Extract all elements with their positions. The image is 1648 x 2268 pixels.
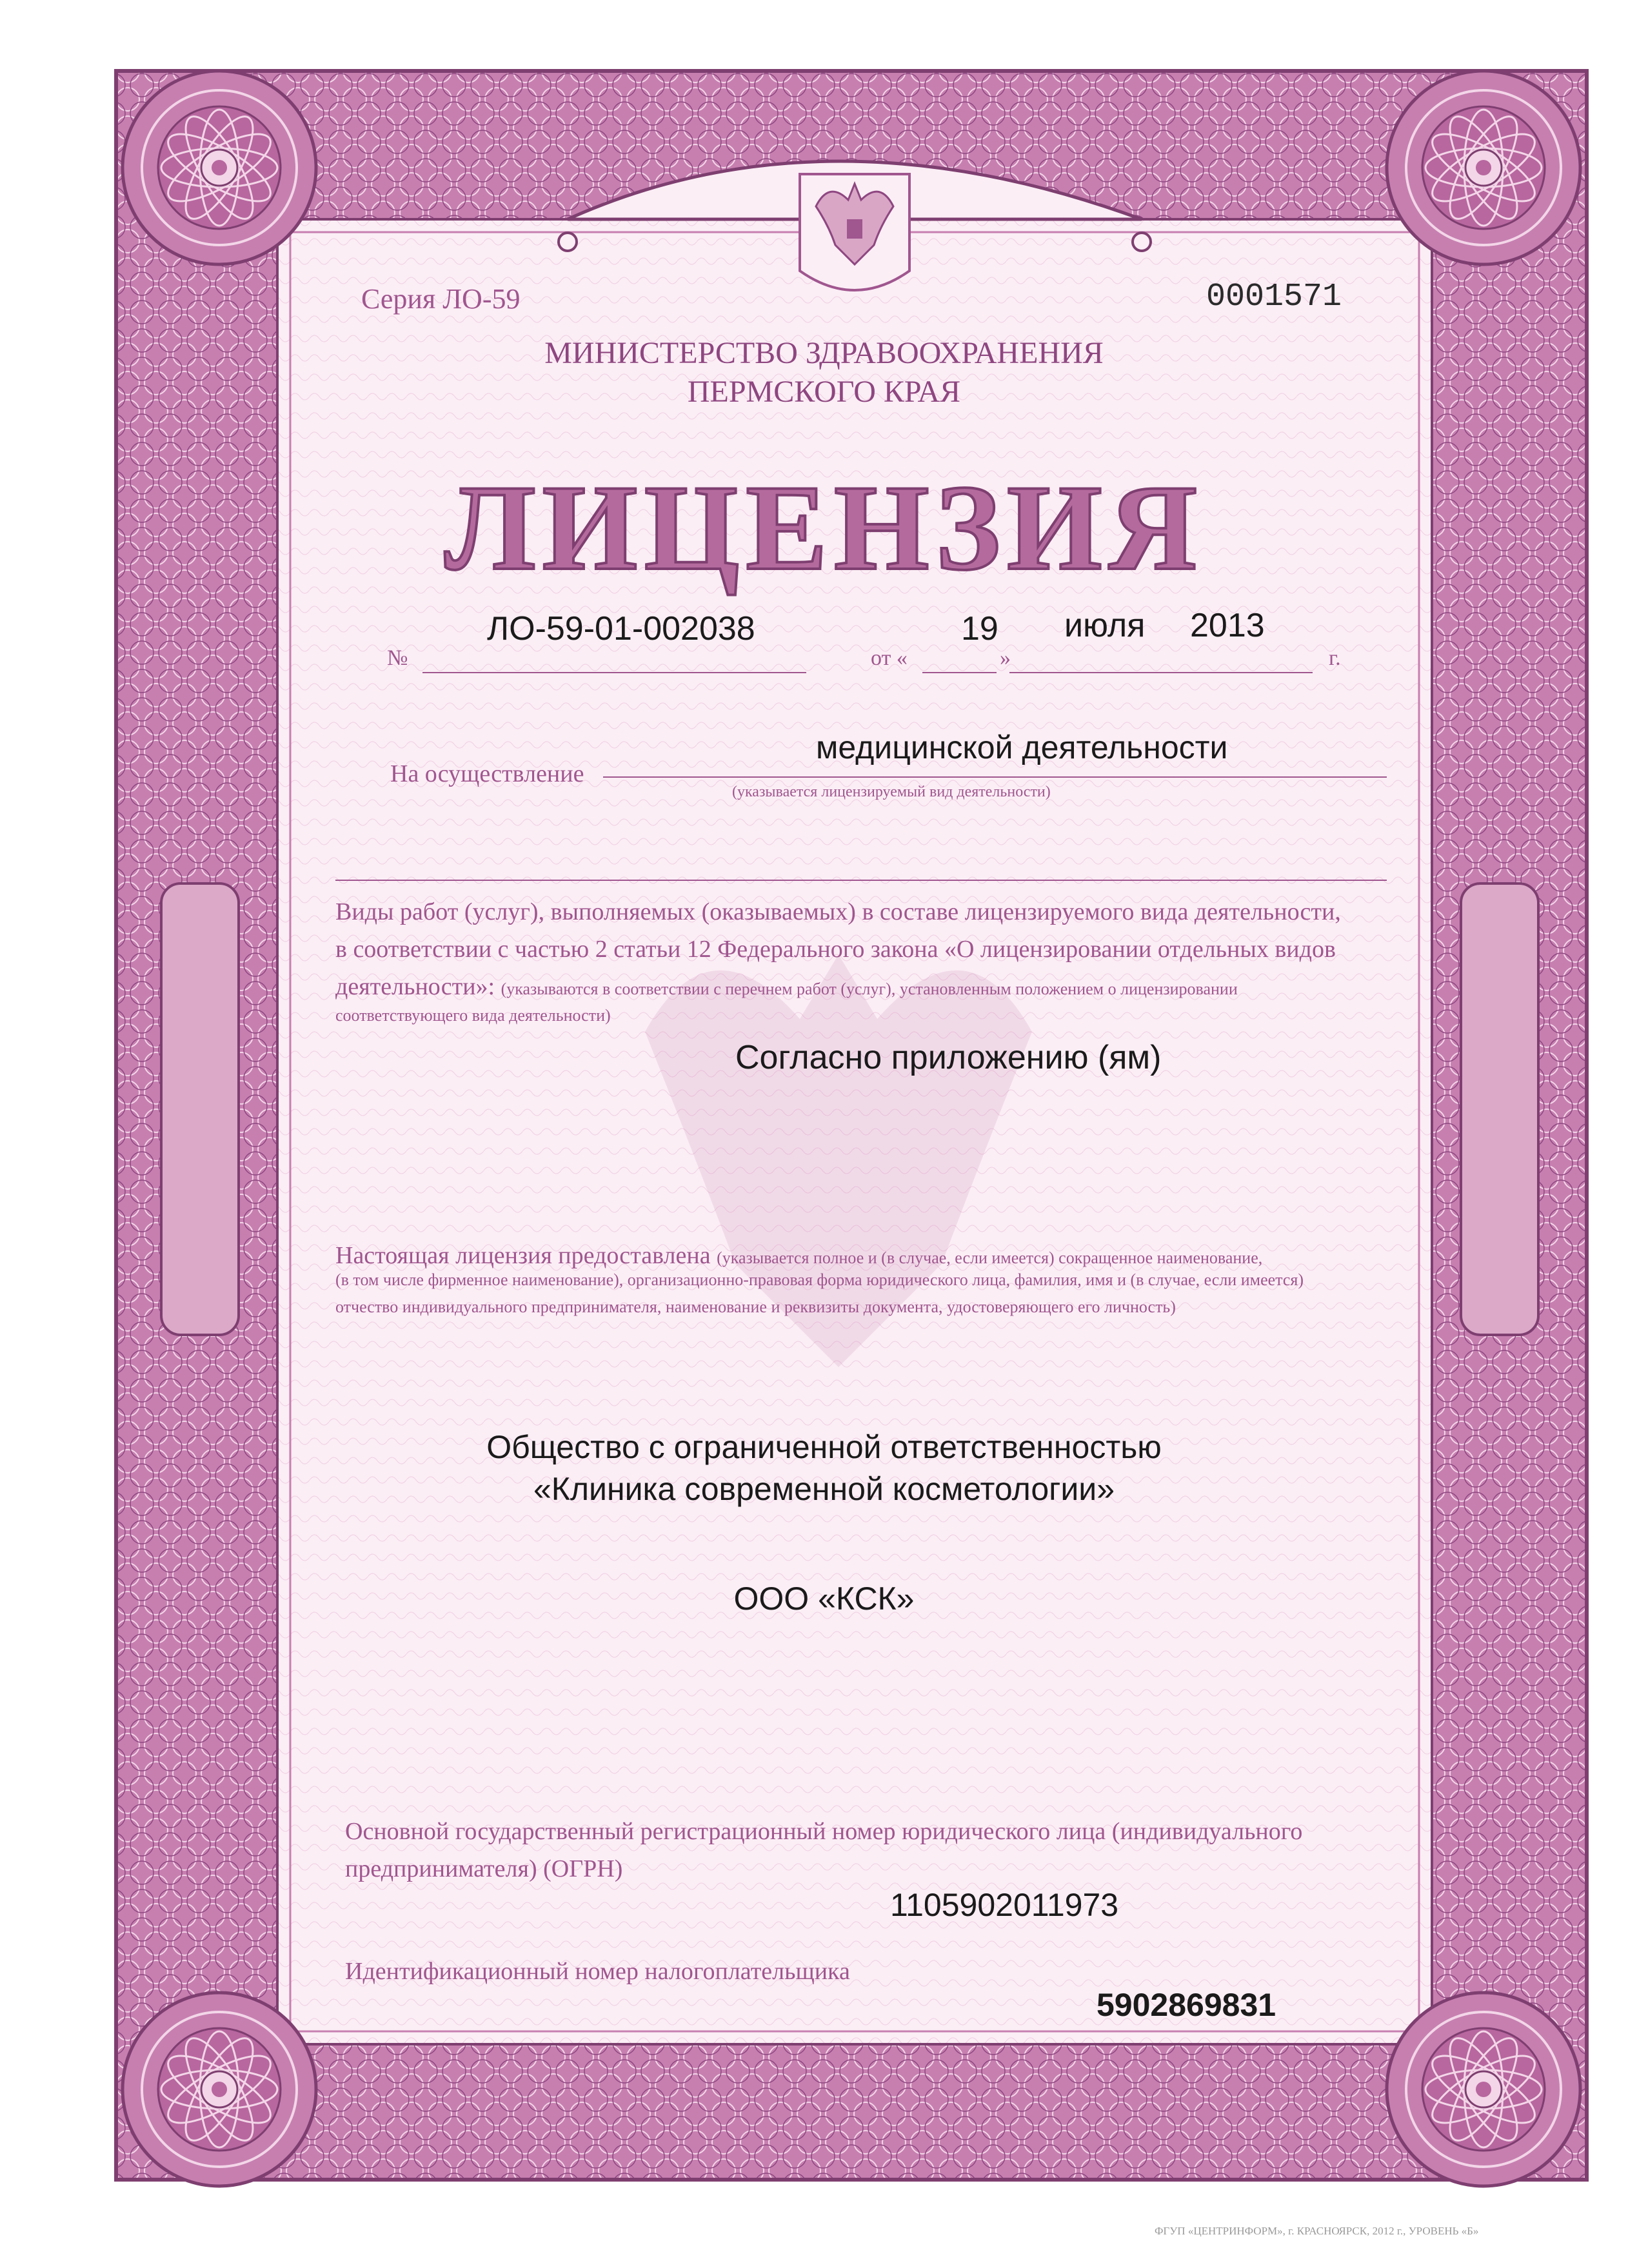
date-month: июля <box>1064 607 1146 644</box>
ogrn-value: 1105902011973 <box>890 1887 1119 1923</box>
date-quote-close: » <box>1000 646 1011 670</box>
printer-imprint: ФГУП «ЦЕНТРИНФОРМ», г. КРАСНОЯРСК, 2012 г., УРОВЕНЬ «Б» <box>1155 2225 1479 2237</box>
license-number: ЛО-59-01-002038 <box>487 610 755 647</box>
date-suffix: г. <box>1329 646 1341 670</box>
document-title: ЛИЦЕНЗИЯ <box>444 460 1204 596</box>
works-line2: в соответствии с частью 2 статьи 12 Федерального закона «О лицензировании отдельных видов <box>335 936 1336 963</box>
works-line3 <box>335 972 1238 1001</box>
authority-line2: ПЕРМСКОГО КРАЯ <box>687 375 961 409</box>
activity-hint: (указывается лицензируемый вид деятельности) <box>732 784 1051 800</box>
coat-of-arms-icon <box>800 174 909 290</box>
granted-hint1: (указывается полное и (в случае, если имеется) сокращенное наименование, <box>717 1248 1263 1267</box>
activity-label: На осуществление <box>390 760 584 787</box>
granted-hint2: (в том числе фирменное наименование), организационно-правовая форма юридического лица, фамилия, имя и (в случае, если имеется) <box>335 1270 1304 1289</box>
org-short-name: ООО «КСК» <box>733 1581 915 1617</box>
activity-value: медицинской деятельности <box>816 729 1228 765</box>
date-year: 2013 <box>1190 607 1265 644</box>
inn-value: 5902869831 <box>1097 1987 1276 2023</box>
works-line1: Виды работ (услуг), выполняемых (оказываемых) в составе лицензируемого вида деятельности, <box>335 898 1341 925</box>
granted-hint3: отчество индивидуального предпринимателя, наименование и реквизиты документа, удостоверяющего его личность) <box>335 1297 1176 1316</box>
works-line3-hint: (указываются в соответствии с перечнем работ (услуг), установленным положением о лицензировании <box>501 980 1238 998</box>
number-sign: № <box>387 646 408 670</box>
form-number: 0001571 <box>1206 279 1342 315</box>
ogrn-label-line1: Основной государственный регистрационный номер юридического лица (индивидуального <box>345 1818 1303 1845</box>
series-label: Серия ЛО-59 <box>361 283 521 315</box>
date-day: 19 <box>961 610 998 647</box>
authority-line1: МИНИСТЕРСТВО ЗДРАВООХРАНЕНИЯ <box>544 336 1104 370</box>
works-line4-hint: соответствующего вида деятельности) <box>335 1006 611 1025</box>
org-name-line1: Общество с ограниченной ответственностью <box>486 1429 1162 1465</box>
inn-label: Идентификационный номер налогоплательщика <box>345 1958 850 1985</box>
works-value: Согласно приложению (ям) <box>735 1039 1162 1076</box>
granted-line1 <box>335 1241 1262 1270</box>
works-line3-main: деятельности»: <box>335 973 495 1000</box>
date-prefix: от « <box>871 646 908 670</box>
ogrn-label-line2: предпринимателя) (ОГРН) <box>345 1855 623 1882</box>
granted-main: Настоящая лицензия предоставлена <box>335 1242 711 1269</box>
org-name-line2: «Клиника современной косметологии» <box>533 1471 1115 1507</box>
